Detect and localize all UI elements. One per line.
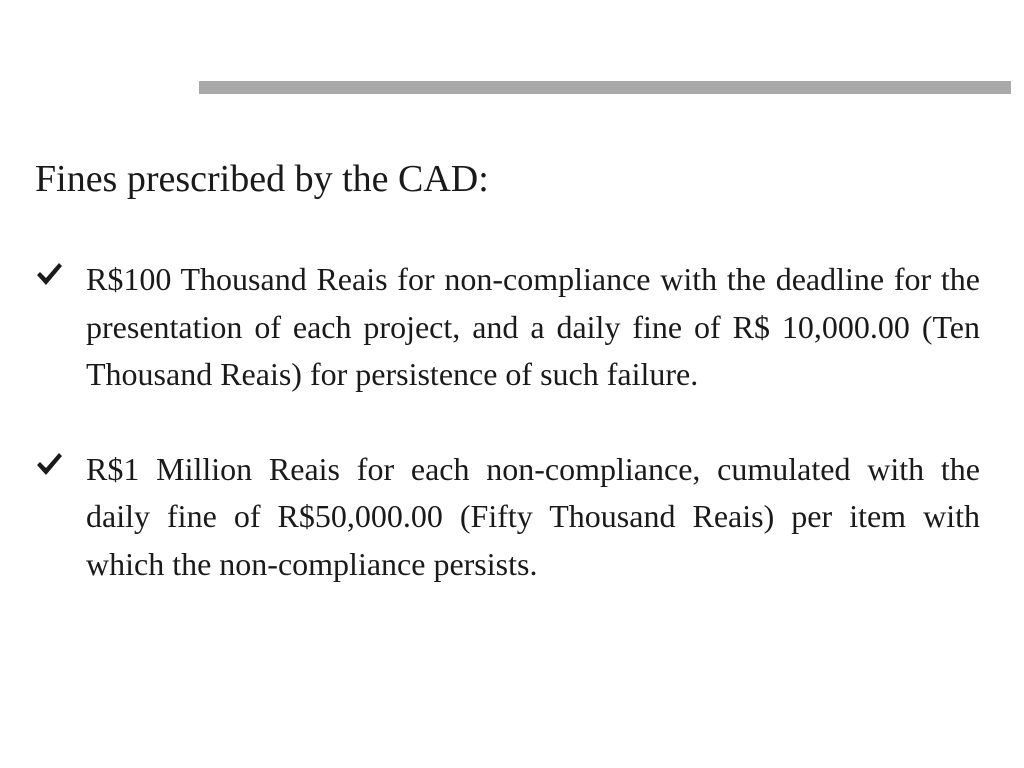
- slide-heading: Fines prescribed by the CAD:: [35, 158, 489, 200]
- bullet-list: [35, 256, 980, 588]
- bullet-text: R$100 Thousand Reais for non-compliance with the deadline for the presentation of each project, and a daily fine of R$ 10,000.00 (Ten Thousand Reais) for persistence of such failure.: [86, 261, 980, 392]
- bullet-item: [35, 446, 980, 589]
- checkmark-icon: [35, 261, 63, 287]
- checkmark-icon: [35, 451, 63, 477]
- decorative-top-rule: [199, 81, 1011, 94]
- bullet-text: R$1 Million Reais for each non-compliance, cumulated with the daily fine of R$50,000.00 (Fifty Thousand Reais) per item with which the non-compliance persists.: [86, 450, 980, 582]
- bullet-item: [35, 256, 980, 399]
